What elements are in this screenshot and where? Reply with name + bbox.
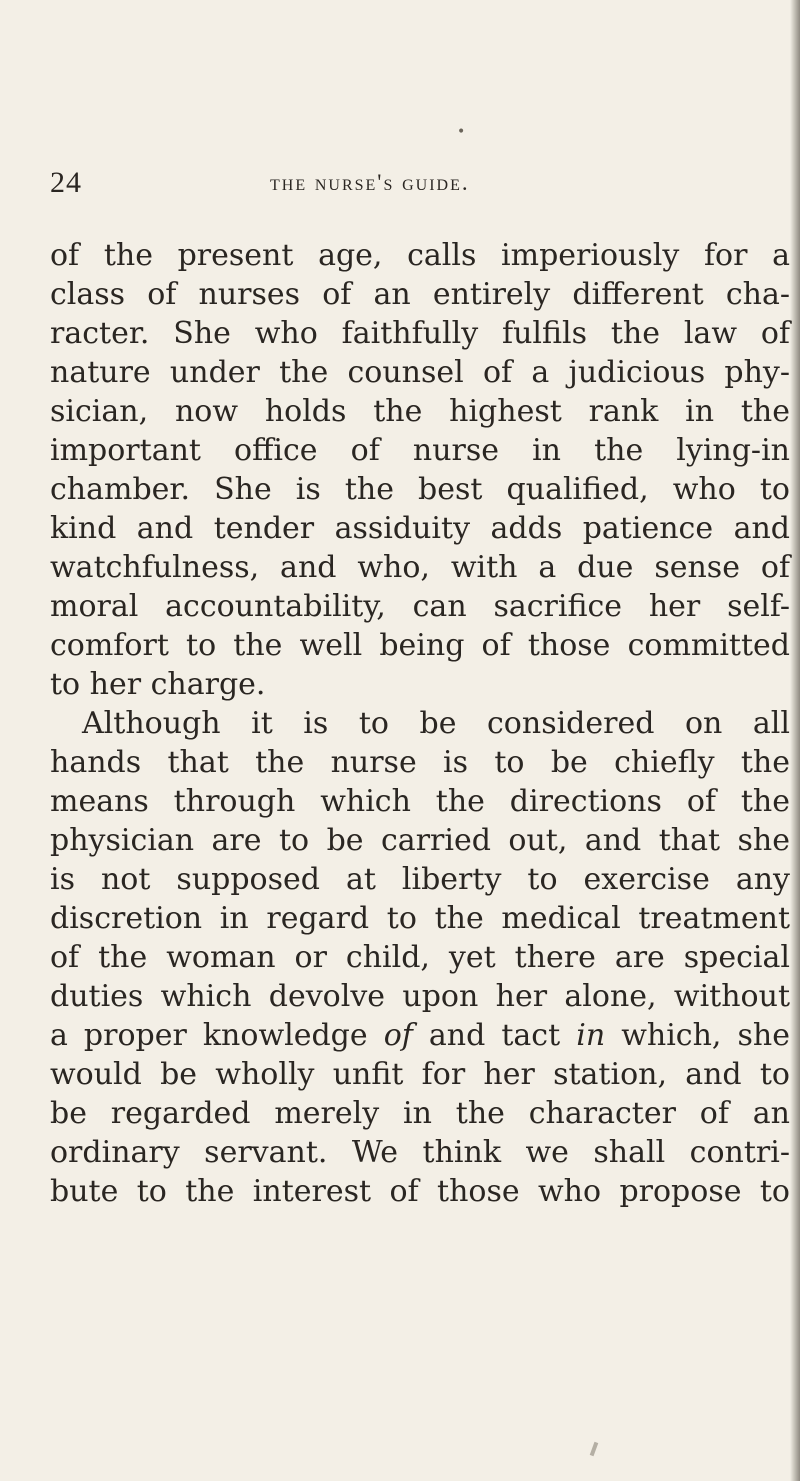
italic-segment: of [383,1018,413,1053]
text-line: important office of nurse in the lying-in [50,433,790,468]
running-head: the nurse's guide. [270,170,470,195]
page-header [50,166,770,206]
text-line: racter. She who faithfully fulfils the law of [50,316,790,351]
text-line: duties which devolve upon her alone, without [50,979,790,1014]
text-line: comfort to the well being of those committed [50,628,790,663]
page-number: 24 [50,166,82,199]
text-line: of the present age, calls imperiously for a [50,238,790,273]
text-line: be regarded merely in the character of an [50,1096,790,1131]
italic-segment: in [576,1018,606,1053]
text-line: Although it is to be considered on all [82,706,790,741]
text-line: ordinary servant. We think we shall contri- [50,1135,790,1170]
text-line: moral accountability, can sacrifice her self- [50,589,790,624]
text-line: sician, now holds the highest rank in the [50,394,790,429]
text-line: watchfulness, and who, with a due sense of [50,550,790,585]
paper-speck [590,1442,599,1457]
text-line: would be wholly unfit for her station, and to [50,1057,790,1092]
text-line: chamber. She is the best qualified, who to [50,472,790,507]
print-mark: • [457,124,466,140]
text-line: means through which the directions of the [50,784,790,819]
text-line: nature under the counsel of a judicious phy- [50,355,790,390]
text-segment: and tact [428,1018,561,1053]
text-line: kind and tender assiduity adds patience and [50,511,790,546]
text-line: hands that the nurse is to be chiefly the [50,745,790,780]
text-segment: a proper knowledge [50,1018,368,1053]
text-segment: which, she [621,1018,790,1053]
text-line: bute to the interest of those who propose to [50,1174,790,1209]
text-line: to her charge. [50,667,266,702]
text-line: physician are to be carried out, and that she [50,823,790,858]
text-line: class of nurses of an entirely different cha- [50,277,790,312]
body-text [50,236,790,1211]
text-line: is not supposed at liberty to exercise any [50,862,790,897]
text-line: of the woman or child, yet there are special [50,940,790,975]
text-line: discretion in regard to the medical treatment [50,901,790,936]
page-edge-shadow [790,0,800,1481]
text-line-mixed [50,1016,790,1055]
